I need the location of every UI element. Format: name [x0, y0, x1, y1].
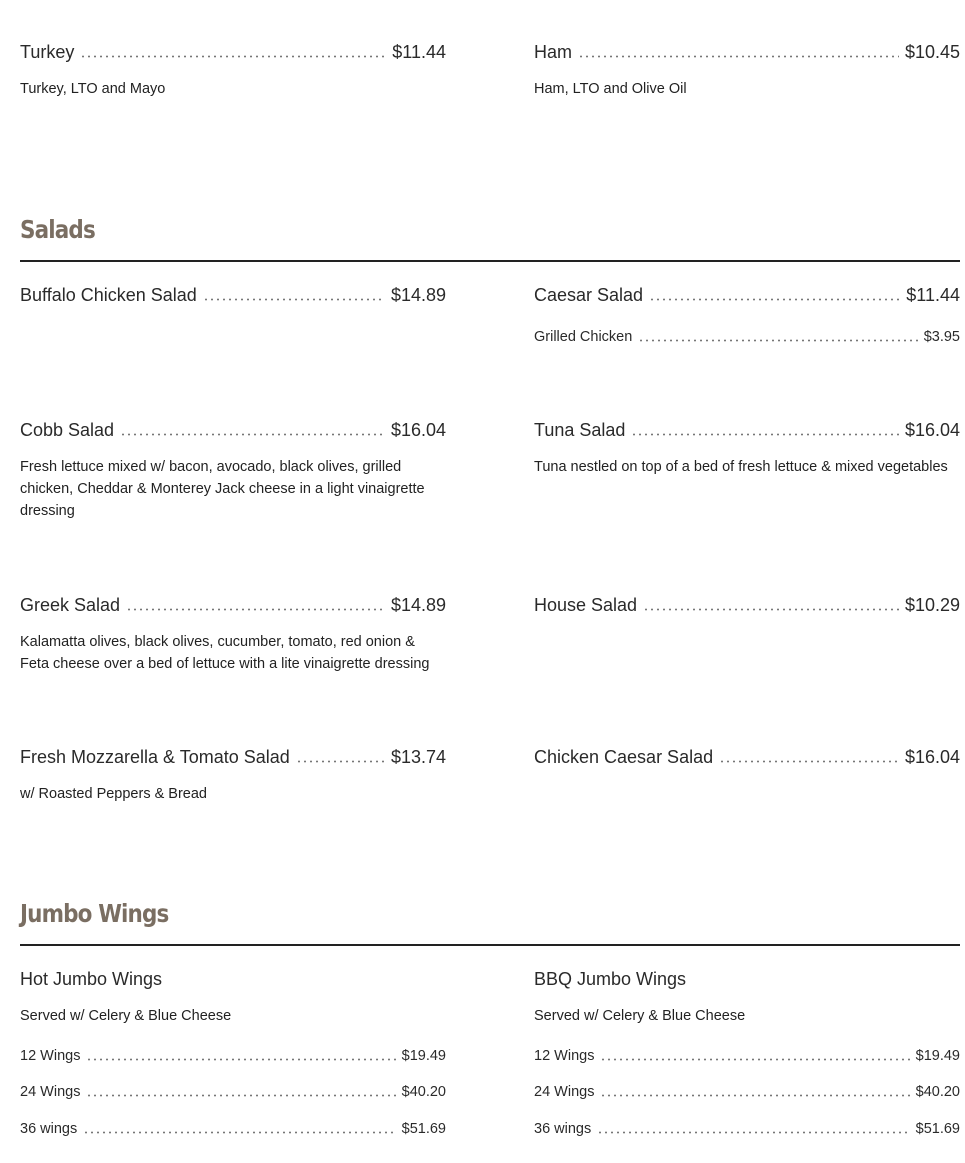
- menu-item-bbq-jumbo-wings: BBQ Jumbo Wings: [534, 969, 687, 989]
- leader-dots: [600, 1058, 909, 1061]
- item-description: Served w/ Celery & Blue Cheese: [534, 1008, 746, 1024]
- leader-dots: [649, 298, 900, 301]
- leader-dots: [120, 433, 385, 436]
- menu-item-caesar-salad: [534, 285, 960, 306]
- item-description: Kalamatta olives, black olives, cucumber, tomato, red onion & Feta cheese over a bed of lettuce with a lite vinaigrette dressing: [20, 634, 430, 672]
- item-name: Cobb Salad: [20, 420, 115, 440]
- section-title-salads: Salads: [20, 215, 95, 244]
- menu-item-fresh-mozzarella-tomato-salad: [20, 747, 446, 768]
- leader-dots: [638, 339, 917, 342]
- wing-option-row: [534, 1121, 960, 1137]
- item-name: Caesar Salad: [534, 285, 644, 305]
- addon-name: Grilled Chicken: [534, 329, 633, 345]
- leader-dots: [80, 55, 386, 58]
- item-name: Ham: [534, 42, 573, 62]
- item-description: Tuna nestled on top of a bed of fresh lettuce & mixed vegetables: [534, 459, 948, 475]
- item-price: $14.89: [390, 595, 446, 615]
- menu-item-greek-salad: [20, 595, 446, 616]
- option-price: $19.49: [915, 1048, 960, 1064]
- item-price: $13.74: [390, 747, 446, 767]
- addon-grilled-chicken: [534, 329, 960, 345]
- leader-dots: [86, 1094, 395, 1097]
- item-description: Turkey, LTO and Mayo: [20, 81, 166, 97]
- item-price: $14.89: [390, 285, 446, 305]
- section-divider: [20, 944, 960, 946]
- item-description: Ham, LTO and Olive Oil: [534, 81, 687, 97]
- item-name: Tuna Salad: [534, 420, 626, 440]
- section-divider: [20, 260, 960, 262]
- wing-option-row: [534, 1048, 960, 1064]
- item-price: $10.45: [904, 42, 960, 62]
- option-label: 24 Wings: [20, 1084, 81, 1100]
- menu-item-tuna-salad: [534, 420, 960, 441]
- item-price: $10.29: [904, 595, 960, 615]
- wing-option-row: [20, 1121, 446, 1137]
- option-label: 36 wings: [20, 1121, 78, 1137]
- leader-dots: [86, 1058, 395, 1061]
- item-name: Fresh Mozzarella & Tomato Salad: [20, 747, 290, 767]
- menu-item-cobb-salad: [20, 420, 446, 441]
- leader-dots: [600, 1094, 909, 1097]
- item-description: w/ Roasted Peppers & Bread: [20, 786, 207, 802]
- option-price: $40.20: [915, 1084, 960, 1100]
- option-price: $19.49: [401, 1048, 446, 1064]
- item-price: $16.04: [390, 420, 446, 440]
- item-price: $16.04: [904, 747, 960, 767]
- leader-dots: [203, 298, 385, 301]
- leader-dots: [296, 760, 385, 763]
- option-price: $40.20: [401, 1084, 446, 1100]
- section-title-jumbo-wings: Jumbo Wings: [20, 899, 169, 928]
- leader-dots: [83, 1131, 395, 1134]
- leader-dots: [578, 55, 899, 58]
- leader-dots: [719, 760, 899, 763]
- leader-dots: [597, 1131, 909, 1134]
- item-name: House Salad: [534, 595, 638, 615]
- menu-item-chicken-caesar-salad: [534, 747, 960, 768]
- leader-dots: [631, 433, 899, 436]
- option-label: 12 Wings: [534, 1048, 595, 1064]
- option-price: $51.69: [915, 1121, 960, 1137]
- menu-item-buffalo-chicken-salad: [20, 285, 446, 306]
- addon-price: $3.95: [923, 329, 960, 345]
- item-price: $16.04: [904, 420, 960, 440]
- wing-option-row: [534, 1084, 960, 1100]
- item-name: Turkey: [20, 42, 75, 62]
- option-price: $51.69: [401, 1121, 446, 1137]
- menu-item-ham: [534, 42, 960, 63]
- leader-dots: [643, 608, 899, 611]
- menu-item-hot-jumbo-wings: Hot Jumbo Wings: [20, 969, 163, 989]
- wing-option-row: [20, 1084, 446, 1100]
- menu-item-turkey: [20, 42, 446, 63]
- leader-dots: [126, 608, 385, 611]
- item-price: $11.44: [392, 42, 446, 62]
- option-label: 12 Wings: [20, 1048, 81, 1064]
- option-label: 24 Wings: [534, 1084, 595, 1100]
- menu-item-house-salad: [534, 595, 960, 616]
- item-name: Buffalo Chicken Salad: [20, 285, 197, 305]
- wing-option-row: [20, 1048, 446, 1064]
- item-description: Served w/ Celery & Blue Cheese: [20, 1008, 232, 1024]
- option-label: 36 wings: [534, 1121, 592, 1137]
- item-name: Chicken Caesar Salad: [534, 747, 714, 767]
- item-name: Greek Salad: [20, 595, 121, 615]
- item-price: $11.44: [906, 285, 960, 305]
- item-description: Fresh lettuce mixed w/ bacon, avocado, black olives, grilled chicken, Cheddar & Monterey Jack cheese in a light vinaigrette dressing: [20, 459, 425, 519]
